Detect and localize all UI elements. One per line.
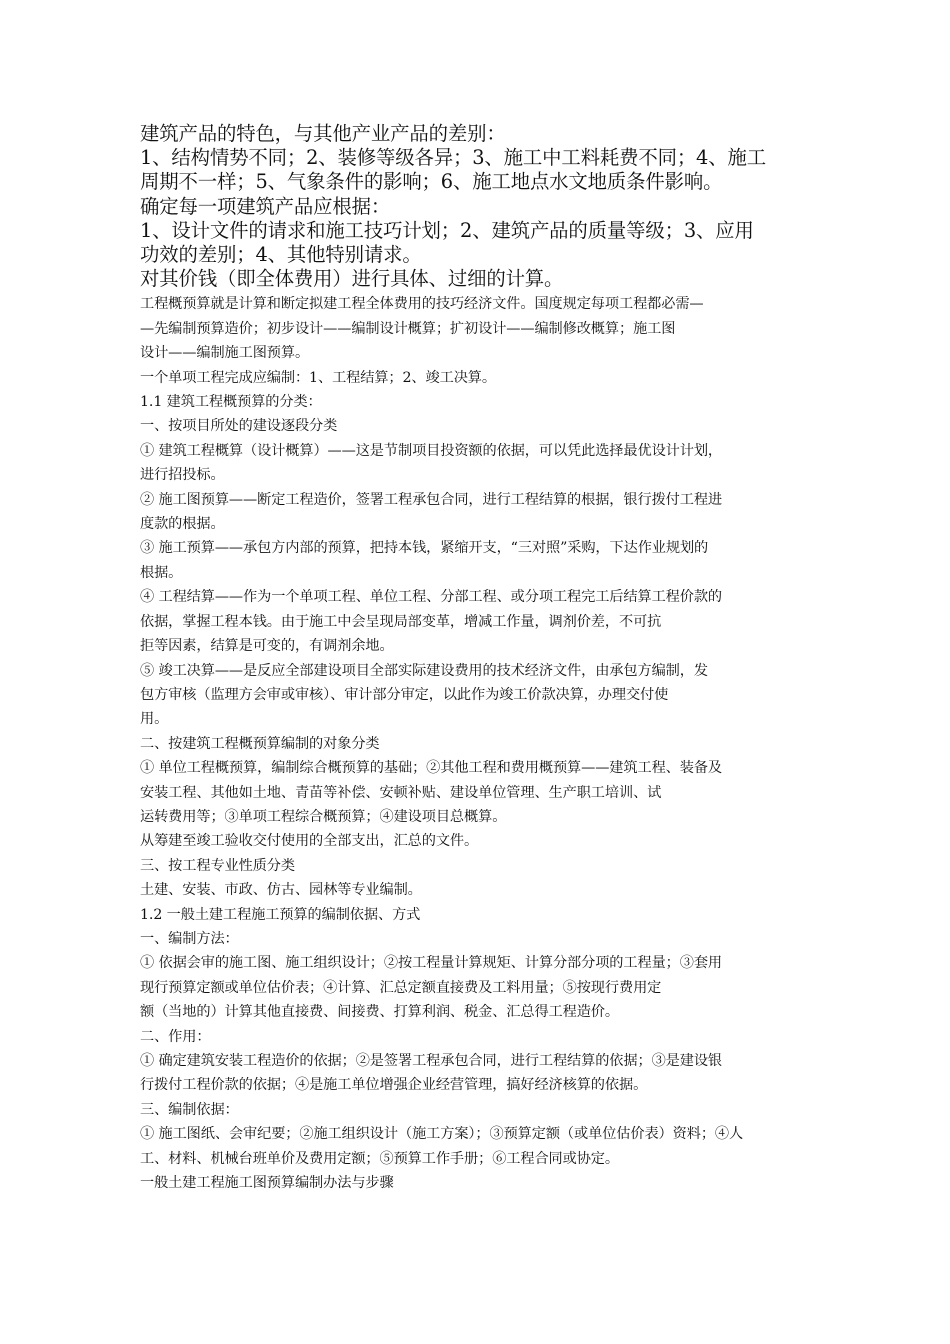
body-line: ④ 工程结算——作为一个单项工程、单位工程、分部工程、或分项工程完工后结算工程价款的 — [140, 589, 723, 606]
body-line: 拒等因素，结算是可变的，有调剂余地。 — [140, 638, 394, 655]
body-line: ① 单位工程概预算，编制综合概预算的基础；②其他工程和费用概预算——建筑工程、装备及 — [140, 760, 723, 777]
body-line: ② 施工图预算——断定工程造价，签署工程承包合同，进行工程结算的根据，银行拨付工程进 — [140, 491, 723, 508]
intro-line: 1、设计文件的请求和施工技巧计划；2、建筑产品的质量等级；3、应用 — [140, 218, 754, 242]
intro-line: 建筑产品的特色，与其他产业产品的差别： — [140, 122, 506, 145]
body-line: 一个单项工程完成应编制：1、工程结算；2、竣工决算。 — [140, 369, 496, 386]
section-heading: 一、编制方法： — [140, 930, 239, 947]
body-line: 工、材料、机械台班单价及费用定额；⑤预算工作手册；⑥工程合同或协定。 — [140, 1150, 619, 1167]
section-heading: 二、按建筑工程概预算编制的对象分类 — [140, 735, 380, 752]
body-line: ③ 施工预算——承包方内部的预算，把持本钱，紧缩开支，“三对照”采购，下达作业规划的 — [140, 540, 709, 557]
body-line: 进行招投标。 — [140, 467, 225, 484]
document-page — [140, 122, 816, 1195]
body-line: 行拨付工程价款的依据；④是施工单位增强企业经营管理，搞好经济核算的依据。 — [140, 1077, 648, 1094]
intro-section — [140, 122, 816, 291]
section-heading: 1.1 建筑工程概预算的分类： — [140, 394, 322, 411]
body-line: 安装工程、其他如土地、青苗等补偿、安顿补贴、建设单位管理、生产职工培训、试 — [140, 784, 662, 801]
body-line: 度款的根据。 — [140, 516, 225, 533]
body-line: ① 依据会审的施工图、施工组织设计；②按工程量计算规矩、计算分部分项的工程量；③套用 — [140, 955, 723, 972]
body-line: 现行预算定额或单位估价表；④计算、汇总定额直接费及工料用量；⑤按现行费用定 — [140, 979, 662, 996]
section-heading: 三、编制依据： — [140, 1101, 239, 1118]
body-line: 工程概预算就是计算和断定拟建工程全体费用的技巧经济文件。国度规定每项工程都必需— — [140, 296, 704, 313]
body-section — [140, 292, 816, 1195]
body-line: 从筹建至竣工验收交付使用的全部支出，汇总的文件。 — [140, 833, 479, 850]
intro-line: 功效的差别；4、其他特别请求。 — [140, 243, 422, 267]
section-heading: 二、作用： — [140, 1028, 211, 1045]
body-line: ① 确定建筑安装工程造价的依据；②是签署工程承包合同，进行工程结算的依据；③是建设银 — [140, 1053, 723, 1070]
body-line: 用。 — [140, 711, 169, 728]
body-line: 包方审核（监理方会审或审核）、审计部分审定，以此作为竣工价款决算，办理交付使 — [140, 686, 669, 703]
body-line: 设计——编制施工图预算。 — [140, 345, 310, 362]
intro-line: 确定每一项建筑产品应根据： — [140, 194, 391, 218]
body-line: ① 建筑工程概算（设计概算）——这是节制项目投资额的依据，可以凭此选择最优设计计划， — [140, 442, 723, 459]
section-heading: 一、按项目所处的建设逐段分类 — [140, 418, 338, 435]
body-line: 运转费用等；③单项工程综合概预算；④建设项目总概算。 — [140, 808, 507, 825]
body-line: 根据。 — [140, 564, 183, 581]
body-line: 土建、安装、市政、仿古、园林等专业编制。 — [140, 882, 422, 899]
intro-line: 周期不一样；5、气象条件的影响；6、施工地点水文地质条件影响。 — [140, 170, 723, 194]
body-line: —先编制预算造价；初步设计——编制设计概算；扩初设计——编制修改概算；施工图 — [140, 320, 676, 337]
body-line: 依据，掌握工程本钱。由于施工中会呈现局部变革，增减工作量，调剂价差，不可抗 — [140, 613, 662, 630]
body-line: ⑤ 竣工决算——是反应全部建设项目全部实际建设费用的技术经济文件，由承包方编制，发 — [140, 662, 708, 679]
intro-line: 对其价钱（即全体费用）进行具体、过细的计算。 — [140, 267, 564, 291]
body-line: 一般土建工程施工图预算编制办法与步骤 — [140, 1175, 394, 1192]
section-heading: 三、按工程专业性质分类 — [140, 857, 295, 874]
body-line: 额（当地的）计算其他直接费、间接费、打算利润、税金、汇总得工程造价。 — [140, 1004, 619, 1021]
body-line: ① 施工图纸、会审纪要；②施工组织设计（施工方案）；③预算定额（或单位估价表）资料；④人 — [140, 1126, 744, 1143]
section-heading: 1.2 一般土建工程施工预算的编制依据、方式 — [140, 906, 421, 923]
intro-line: 1、结构情势不同；2、装修等级各异；3、施工中工料耗费不同；4、施工 — [140, 146, 766, 170]
